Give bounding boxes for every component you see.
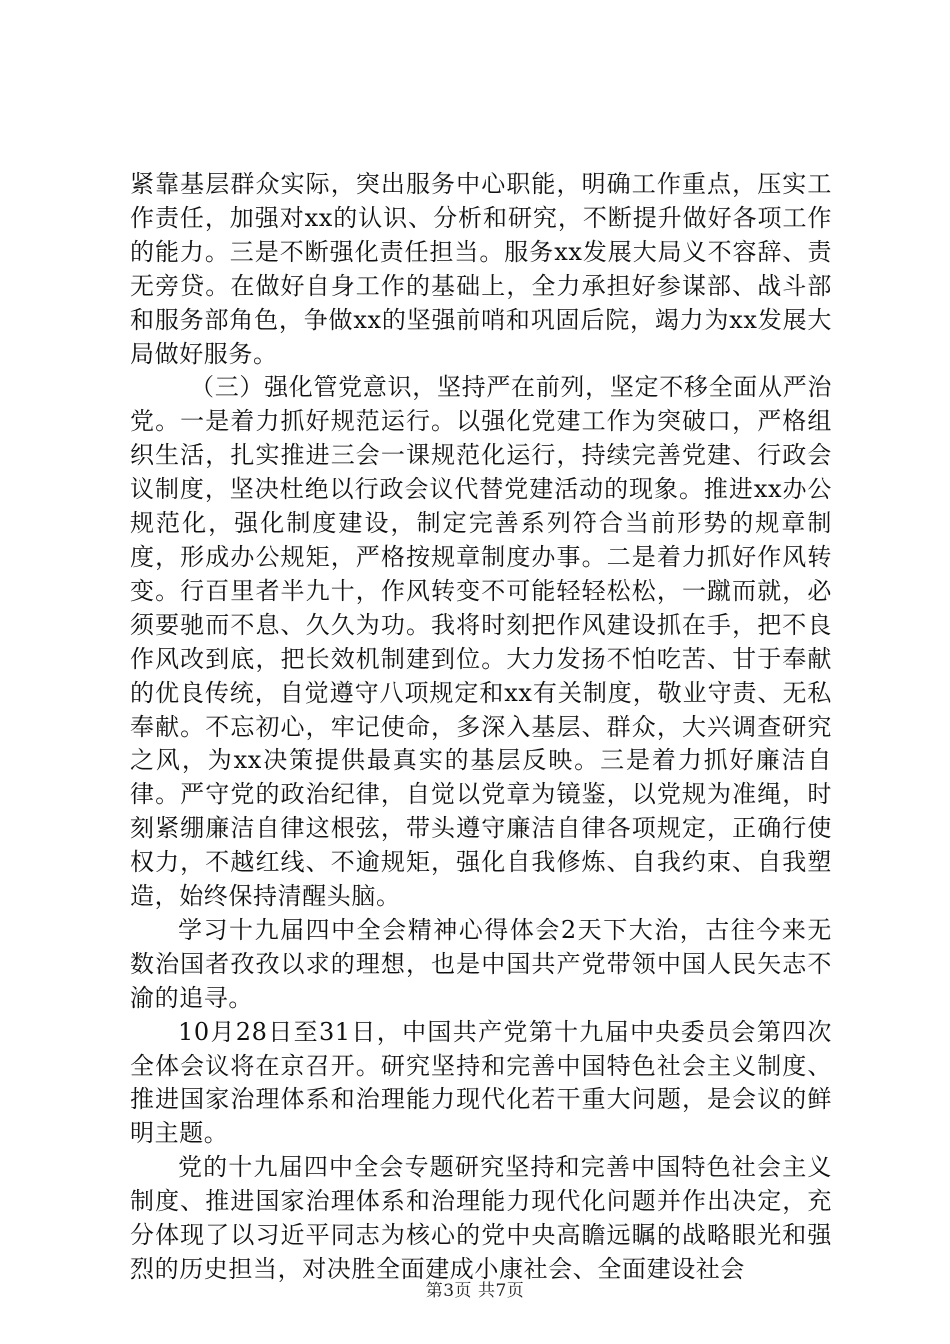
paragraph-study-notes-intro: 学习十九届四中全会精神心得体会2天下大治，古往今来无数治国者孜孜以求的理想，也是中国共产党带领中国人民矢志不渝的追寻。 — [130, 915, 832, 1012]
paragraph-service-responsibility: 紧靠基层群众实际，突出服务中心职能，明确工作重点，压实工作责任，加强对xx的认识、分析和研究，不断提升做好各项工作的能力。三是不断强化责任担当。服务xx发展大局义不容辞、责无旁贷。在做好自身工作的基础上，全力承担好参谋部、战斗部和服务部角色，争做xx的坚强前哨和巩固后院，竭力为xx发展大局做好服务。 — [130, 170, 832, 368]
page-footer: 第3页 共7页 — [425, 1281, 525, 1301]
document-body — [130, 168, 832, 1287]
paragraph-plenary-session: 10月28日至31日，中国共产党第十九届中央委员会第四次全体会议将在京召开。研究坚持和完善中国特色社会主义制度、推进国家治理体系和治理能力现代化若干重大问题，是会议的鲜明主题。 — [130, 1017, 832, 1148]
paragraph-party-management: （三）强化管党意识，坚持严在前列，坚定不移全面从严治党。一是着力抓好规范运行。以强化党建工作为突破口，严格组织生活，扎实推进三会一课规范化运行，持续完善党建、行政会议制度，坚决杜绝以行政会议代替党建活动的现象。推进xx办公规范化，强化制度建设，制定完善系列符合当前形势的规章制度，形成办公规矩，严格按规章制度办事。二是着力抓好作风转变。行百里者半九十，作风转变不可能轻轻松松，一蹴而就，必须要驰而不息、久久为功。我将时刻把作风建设抓在手，把不良作风改到底，把长效机制建到位。大力发扬不怕吃苦、甘于奉献的优良传统，自觉遵守八项规定和xx有关制度，敬业守责、无私奉献。不忘初心，牢记使命，多深入基层、群众，大兴调查研究之风，为xx决策提供最真实的基层反映。三是着力抓好廉洁自律。严守党的政治纪律，自觉以党章为镜鉴，以党规为准绳，时刻紧绷廉洁自律这根弦，带头遵守廉洁自律各项规定，正确行使权力，不越红线、不逾规矩，强化自我修炼、自我约束、自我塑造，始终保持清醒头脑。 — [130, 373, 832, 911]
paragraph-plenary-significance: 党的十九届四中全会专题研究坚持和完善中国特色社会主义制度、推进国家治理体系和治理能力现代化问题并作出决定，充分体现了以习近平同志为核心的党中央高瞻远瞩的战略眼光和强烈的历史担当，对决胜全面建成小康社会、全面建设社会 — [130, 1153, 832, 1283]
